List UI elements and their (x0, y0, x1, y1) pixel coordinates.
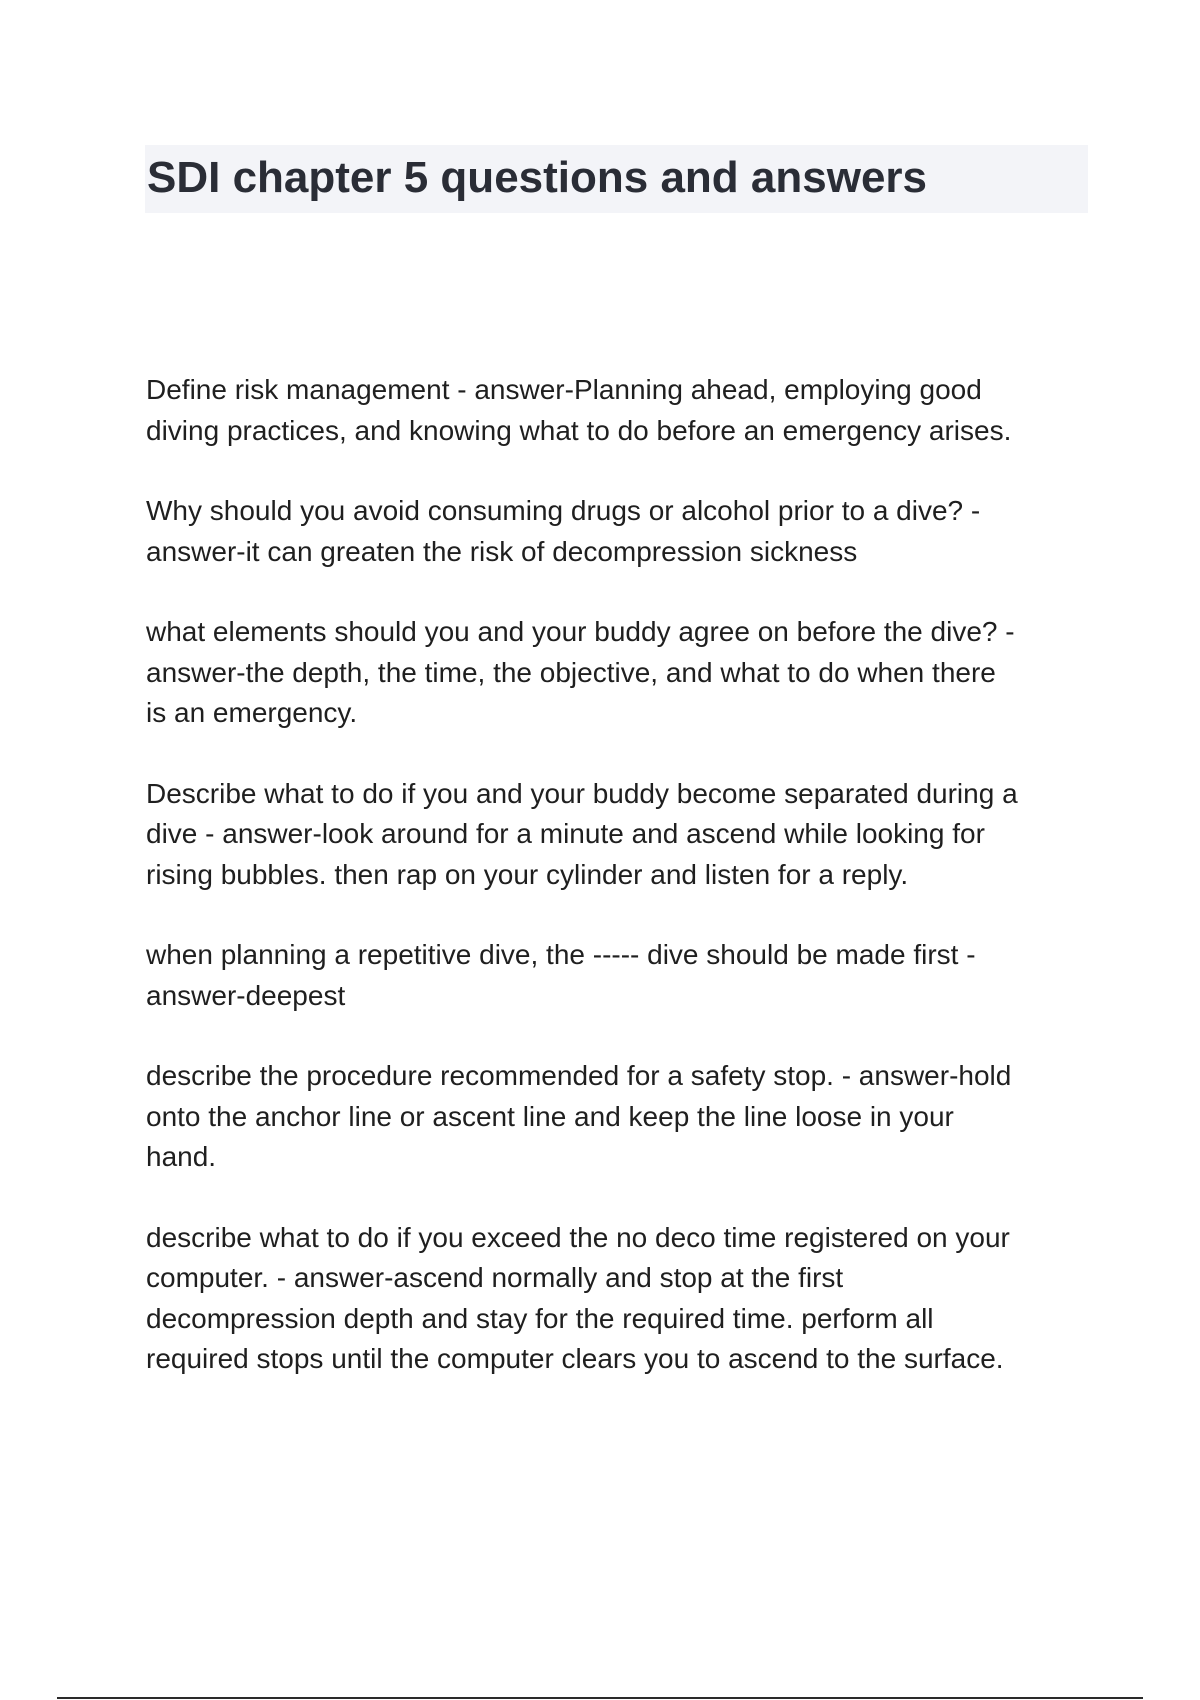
page-title: SDI chapter 5 questions and answers (147, 153, 928, 202)
qa-item: Describe what to do if you and your buddy become separated during a dive - answer-look around for a minute and ascend while looking for rising bubbles. then rap on your cylinder and listen for a reply. (146, 777, 1018, 890)
qa-item: what elements should you and your buddy agree on before the dive? - answer-the depth, the time, the objective, and what to do when there is an emergency. (146, 616, 1015, 728)
qa-item: Why should you avoid consuming drugs or alcohol prior to a dive? - answer-it can greaten the risk of decompression sickness (146, 495, 981, 567)
footer-divider (57, 1697, 1143, 1699)
qa-item: describe what to do if you exceed the no deco time registered on your computer. - answer-ascend normally and stop at the first decompression depth and stay for the required time. perform all required stops until the computer clears you to ascend to the surface. (146, 1221, 1010, 1374)
qa-item: when planning a repetitive dive, the ----- dive should be made first - answer-deepest (146, 939, 976, 1011)
qa-list (146, 370, 1096, 1420)
qa-item: describe the procedure recommended for a safety stop. - answer-hold onto the anchor line or ascent line and keep the line loose in your hand. (146, 1060, 1012, 1172)
qa-item: Define risk management - answer-Planning ahead, employing good diving practices, and knowing what to do before an emergency arises. (146, 374, 1012, 446)
